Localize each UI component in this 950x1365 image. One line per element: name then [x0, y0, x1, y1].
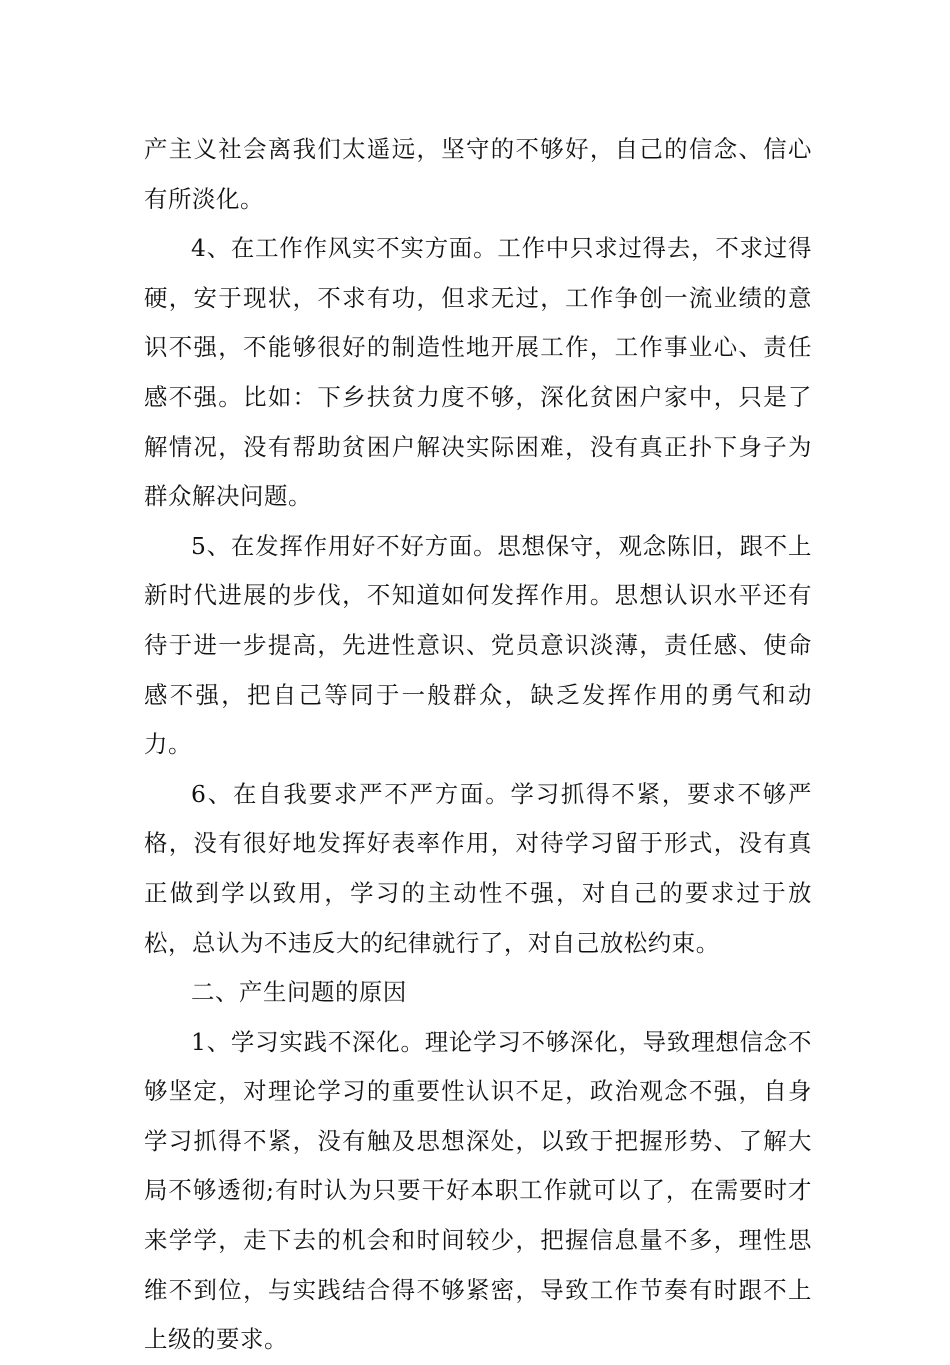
section-heading-causes: 二、产生问题的原因	[191, 978, 407, 1007]
paragraph-item-4: 4、在工作作风实不实方面。工作中只求过得去，不求过得硬，安于现状，不求有功，但求无过，工作争创一流业绩的意识不强，不能够很好的制造性地开展工作，工作事业心、责任感不强。比如：下乡扶贫力度不够，深化贫困户家中，只是了解情况，没有帮助贫困户解决实际困难，没有真正扑下身子为群众解决问题。	[144, 234, 812, 511]
paragraph-item-5: 5、在发挥作用好不好方面。思想保守，观念陈旧，跟不上新时代进展的步伐，不知道如何发挥作用。思想认识水平还有待于进一步提高，先进性意识、党员意识淡薄，责任感、使命感不强，把自己等同于一般群众，缺乏发挥作用的勇气和动力。	[144, 531, 812, 759]
paragraph-cause-1: 1、学习实践不深化。理论学习不够深化，导致理想信念不够坚定，对理论学习的重要性认识不足，政治观念不强，自身学习抓得不紧，没有触及思想深处，以致于把握形势、了解大局不够透彻;有时认为只要干好本职工作就可以了，在需要时才来学学，走下去的机会和时间较少，把握信息量不多，理性思维不到位，与实践结合得不够紧密，导致工作节奏有时跟不上上级的要求。	[144, 1027, 812, 1354]
paragraph-item-6: 6、在自我要求严不严方面。学习抓得不紧，要求不够严格，没有很好地发挥好表率作用，对待学习留于形式，没有真正做到学以致用，学习的主动性不强，对自己的要求过于放松，总认为不违反大的纪律就行了，对自己放松约束。	[144, 779, 812, 957]
document-body	[144, 125, 812, 1365]
paragraph-continuation: 产主义社会离我们太遥远，坚守的不够好，自己的信念、信心有所淡化。	[144, 135, 812, 213]
